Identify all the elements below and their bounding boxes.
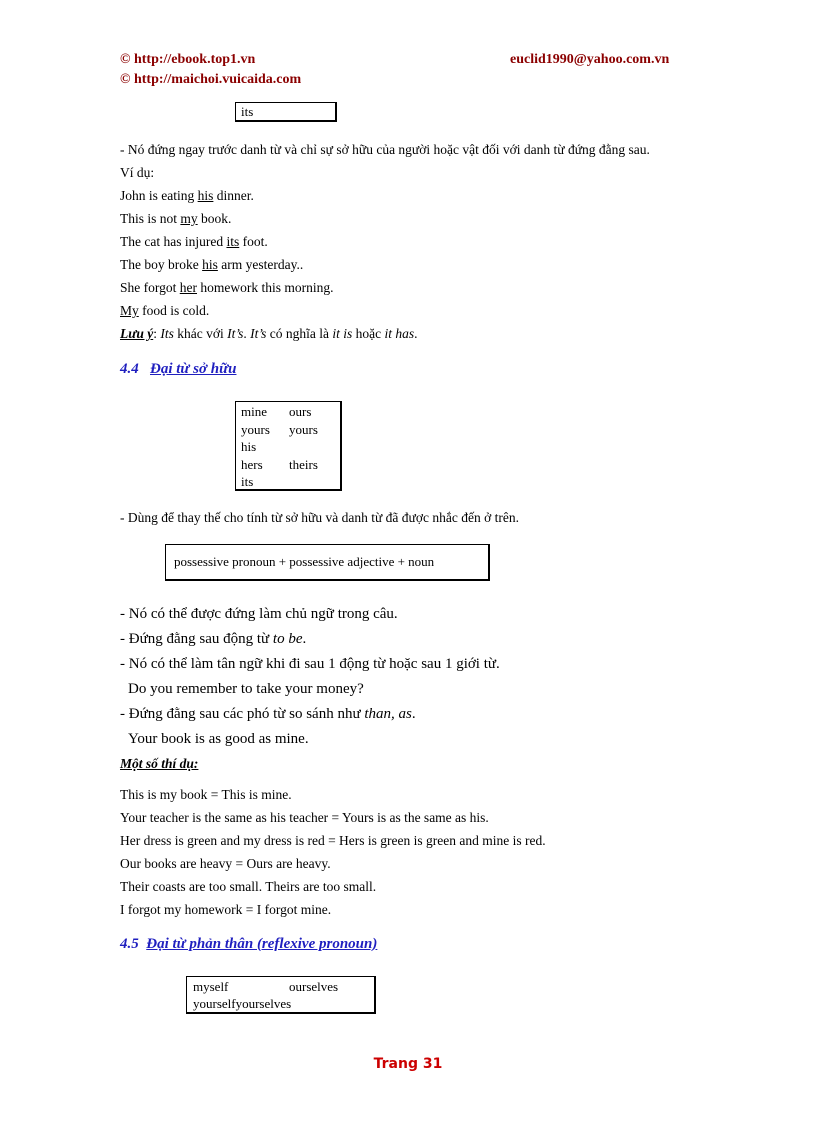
note-line: Lưu ý: Its khác với It’s. It’s có nghĩa là it is hoặc it has. [120,326,418,341]
section-heading-4-4: 4.4 Đại từ sở hữu [120,361,237,377]
table-cell: ours [289,404,312,419]
header-link-ebook[interactable]: © http://ebook.top1.vn [120,52,256,67]
rule-object-example: Do you remember to take your money? [128,681,364,697]
example2-line: Her dress is green and my dress is red = Hers is green is green and mine is red. [120,833,546,848]
example2-line: Your teacher is the same as his teacher = Yours is as the same as his. [120,810,489,825]
example-line: The cat has injured its foot. [120,234,268,249]
examples-title: Một số thí dụ: [120,756,199,771]
rule-object: - Nó có thể làm tân ngữ khi đi sau 1 động từ hoặc sau 1 giới từ. [120,656,500,672]
rule-comparison: - Đứng đằng sau các phó từ so sánh như than, as. [120,706,416,722]
example-line: The boy broke his arm yesterday.. [120,257,304,272]
reflexive-cell: ourselves [289,979,339,994]
table-cell: yours [289,421,318,437]
header-link-maichoi[interactable]: © http://maichoi.vuicaida.com [120,72,302,87]
rule-after-to-be: - Đứng đằng sau động từ to be. [120,631,307,647]
example2-line: This is my book = This is mine. [120,787,292,802]
page-number: Trang 31 [373,1056,443,1072]
example2-line: Our books are heavy = Ours are heavy. [120,856,331,871]
table-cell: its [241,474,254,489]
rule-subject: - Nó có thể được đứng làm chủ ngữ trong câu. [120,606,398,622]
section-heading-4-5: 4.5 Đại từ phản thân (reflexive pronoun) [120,936,378,952]
example-line: John is eating his dinner. [120,188,254,203]
table-cell: his [241,439,257,454]
reflexive-cell: yourselfyourselves [193,996,292,1011]
example-line: She forgot her homework this morning. [120,280,334,295]
header-email[interactable]: euclid1990@yahoo.com.vn [510,52,670,67]
vidu-label: Ví dụ: [120,165,155,180]
example2-line: Their coasts are too small. Theirs are too small. [120,879,377,894]
table-cell [289,473,333,491]
example-line: This is not my book. [120,211,232,226]
possessive-pronoun-table [235,401,342,491]
table-cell: hers [241,456,263,472]
desc-possessive-pronoun: - Dùng để thay thế cho tính từ sở hữu và danh từ đã được nhắc đến ở trên. [120,510,519,525]
desc-possessive-adjective: - Nó đứng ngay trước danh từ và chỉ sự sở hữu của người hoặc vật đối với danh từ đứng đằng sau. [120,142,650,157]
example2-line: I forgot my homework = I forgot mine. [120,902,332,917]
rule-comparison-example: Your book is as good as mine. [128,731,309,747]
example-line: My food is cold. [120,303,210,318]
table-cell [289,438,333,456]
table-cell: theirs [289,456,318,472]
table-cell: mine [241,404,267,419]
reflexive-pronoun-box [186,976,376,1014]
its-box: its [235,102,337,122]
table-cell: yours [241,421,270,437]
reflexive-cell: myself [193,979,229,994]
formula-box: possessive pronoun + possessive adjective + noun [165,544,490,581]
